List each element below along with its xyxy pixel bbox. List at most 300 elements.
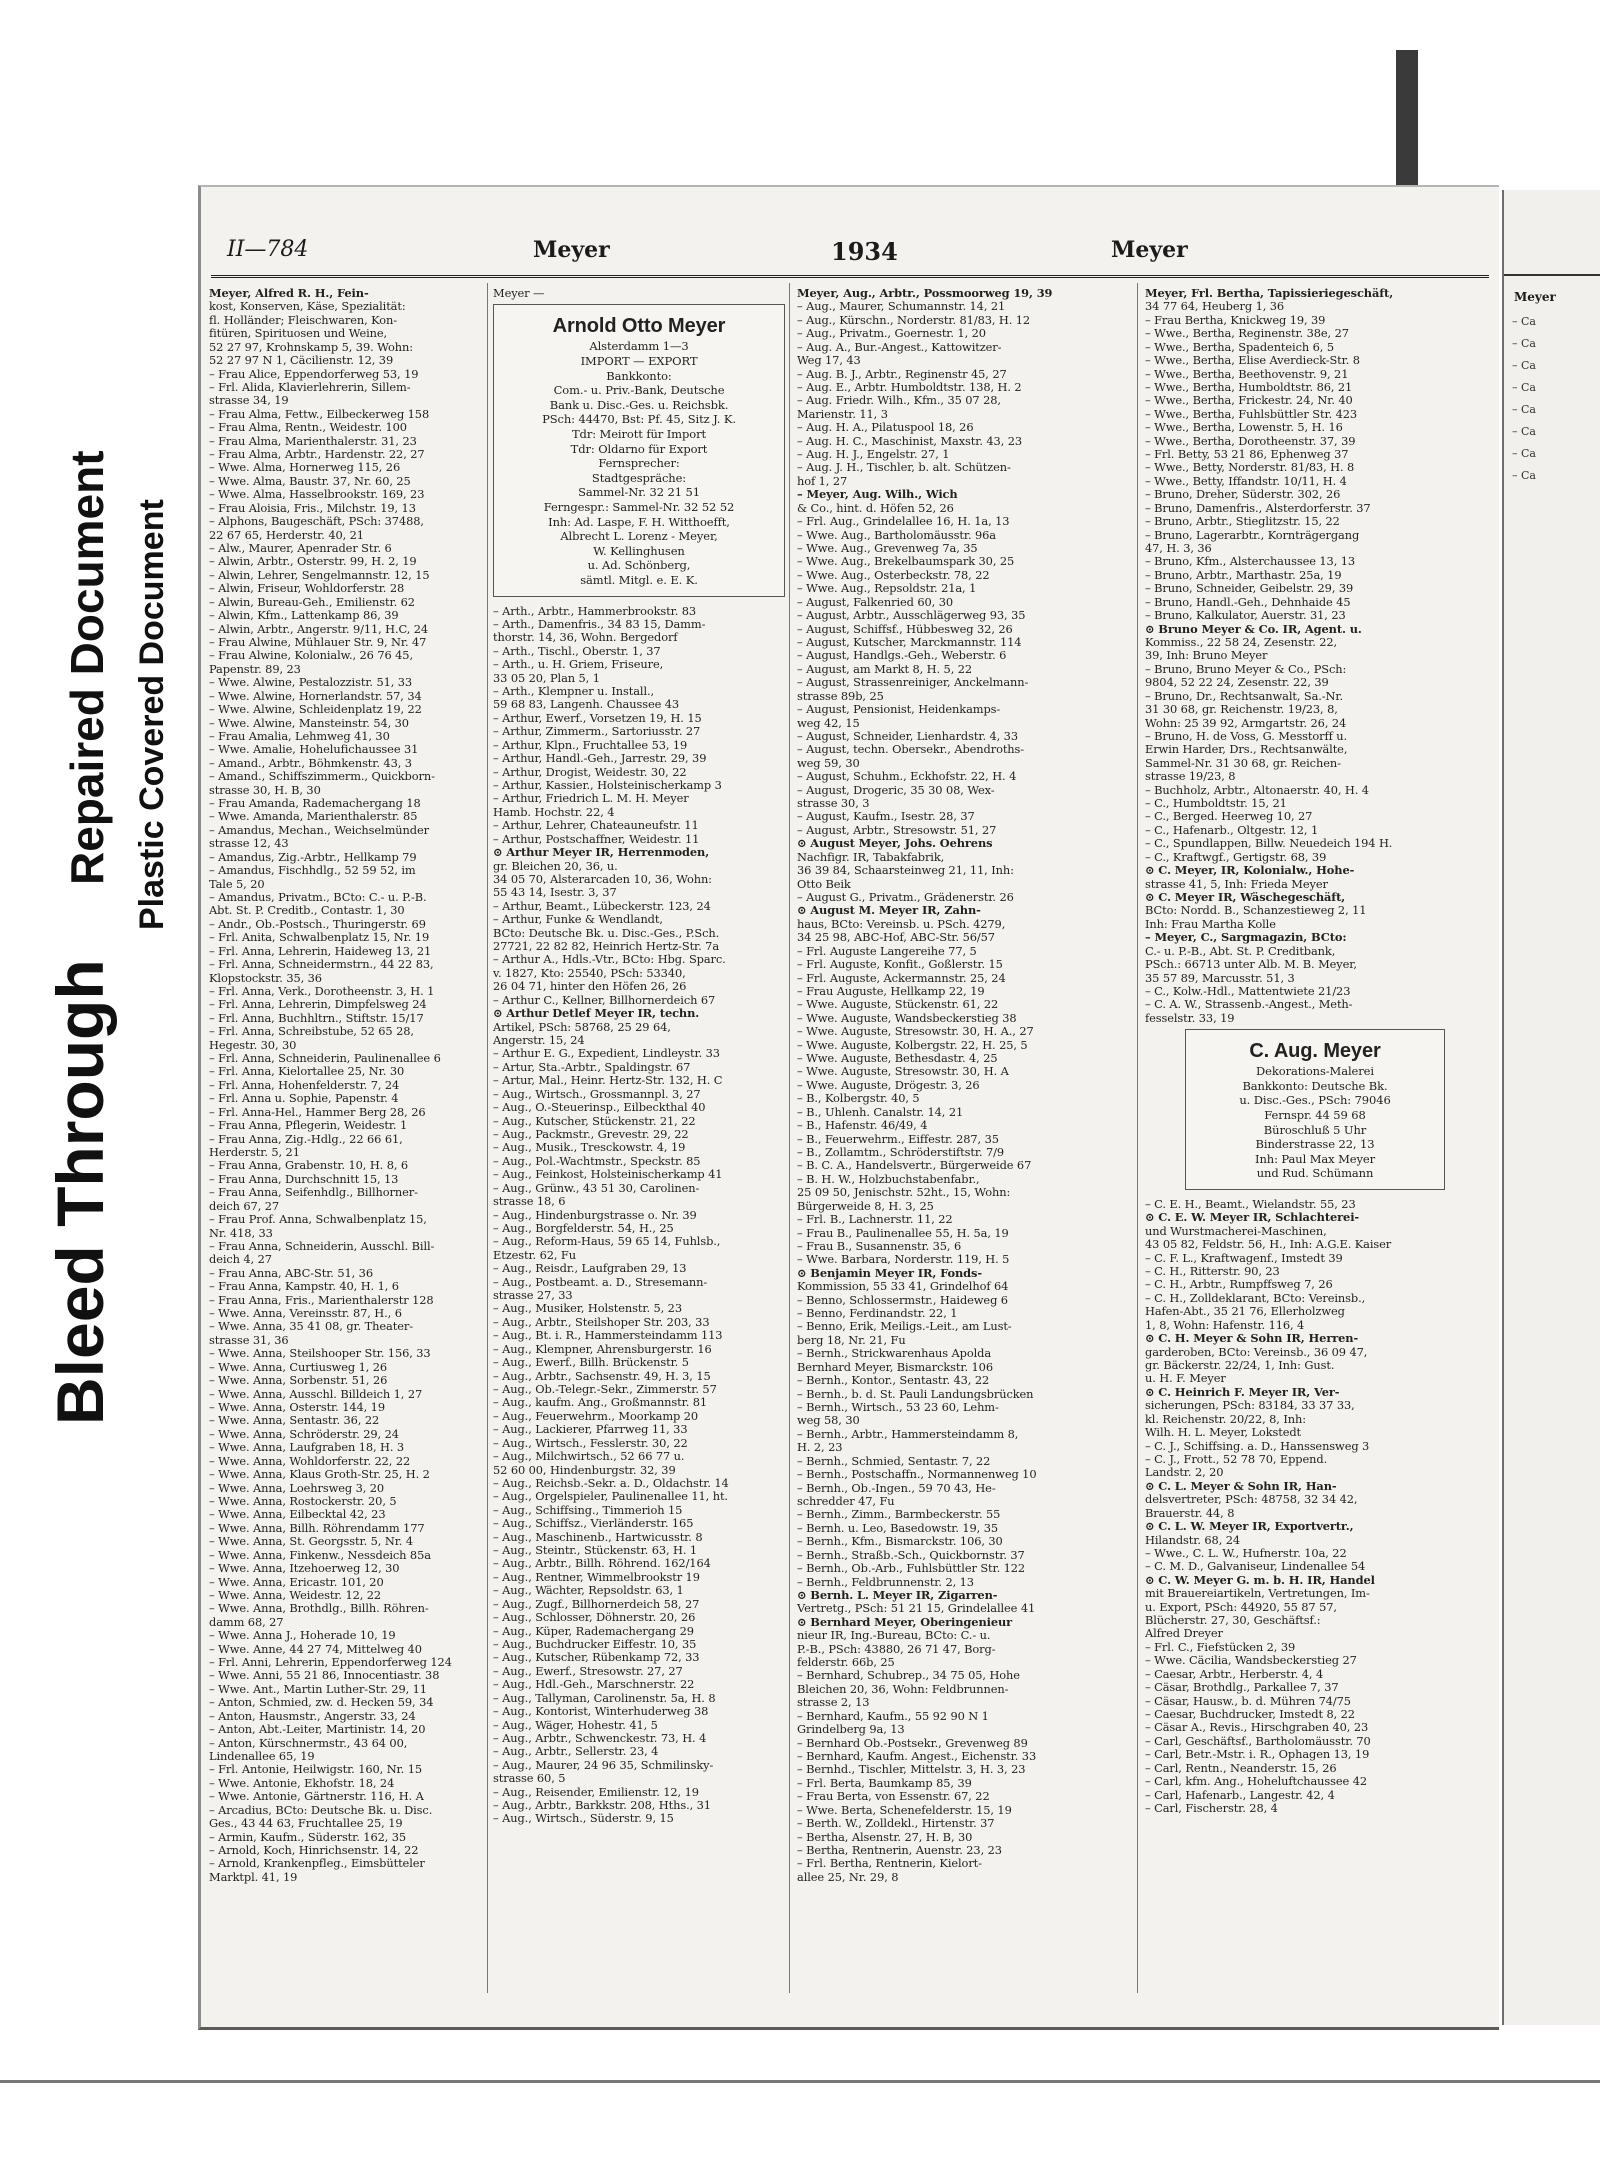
listing-line: – Bernh. u. Leo, Basedowstr. 19, 35 bbox=[797, 1521, 999, 1535]
ad-line: W. Kellinghusen bbox=[593, 543, 685, 558]
listing-line: Etzestr. 62, Fu bbox=[493, 1248, 576, 1262]
listing-line: – C., Spundlappen, Billw. Neuedeich 194 H. bbox=[1145, 837, 1393, 851]
ad-arnold-lines bbox=[498, 339, 780, 587]
listing-line: – Carl, Hafenarb., Langestr. 42, 4 bbox=[1145, 1788, 1335, 1802]
listing-line: 1, 8, Wohn: Hafenstr. 116, 4 bbox=[1145, 1318, 1305, 1332]
listing-line: – Bertha, Rentnerin, Auenstr. 23, 23 bbox=[797, 1843, 1002, 1857]
listing-line: – Aug., Schiffsing., Timmerioh 15 bbox=[493, 1503, 683, 1517]
ad-line: Inh: Ad. Laspe, F. H. Witthoefft, bbox=[548, 514, 730, 529]
listing-line: deich 67, 27 bbox=[209, 1199, 280, 1213]
listing-line: – Artur, Mal., Heinr. Hertz-Str. 132, H. C bbox=[493, 1074, 723, 1088]
listing-line: Vertretg., PSch: 51 21 15, Grindelallee 41 bbox=[797, 1602, 1036, 1616]
listing-line: – Aug., Wirtsch., Fesslerstr. 30, 22 bbox=[493, 1436, 688, 1450]
listing-line: – August, Schuhm., Eckhofstr. 22, H. 4 bbox=[797, 770, 1017, 784]
listing-line: – Bernh., Kontor., Sentastr. 43, 22 bbox=[797, 1374, 990, 1388]
listing-line: – Anton, Kürschnermstr., 43 64 00, bbox=[209, 1736, 408, 1750]
column-2-heading: Meyer — bbox=[493, 287, 545, 300]
listing-line: – Aug., Ewerf., Billh. Brückenstr. 5 bbox=[493, 1356, 689, 1370]
listing-line: ⊙ Arthur Detlef Meyer IR, techn. bbox=[493, 1007, 700, 1021]
listing-line: kost, Konserven, Käse, Spezialität: bbox=[209, 300, 406, 314]
listing-line: – Frl. Betty, 53 21 86, Ephenweg 37 bbox=[1145, 448, 1349, 462]
listing-line: – Aug., Reisender, Emilienstr. 12, 19 bbox=[493, 1785, 699, 1799]
listing-line: – Alwin, Kfm., Lattenkamp 86, 39 bbox=[209, 609, 399, 623]
listing-line: – Wwe. Anna, Eilbecktal 42, 23 bbox=[209, 1508, 386, 1522]
listing-line: strasse 31, 36 bbox=[209, 1333, 289, 1347]
listing-line: – Bruno, Kfm., Alsterchaussee 13, 13 bbox=[1145, 555, 1356, 569]
listing-line: – Anton, Hausmstr., Angerstr. 33, 24 bbox=[209, 1709, 416, 1723]
listing-line: – Bruno, Kalkulator, Auerstr. 31, 23 bbox=[1145, 609, 1346, 623]
ad-line: Tdr: Meirott für Import bbox=[571, 426, 706, 441]
listing-line: strasse 18, 6 bbox=[493, 1195, 566, 1209]
listing-line: – Frl. Berta, Baumkamp 85, 39 bbox=[797, 1776, 972, 1790]
listing-line: strasse 30, H. B, 30 bbox=[209, 783, 321, 797]
listing-line: – Bernh., Postschaffn., Normannenweg 10 bbox=[797, 1468, 1037, 1482]
listing-line: Klopstockstr. 35, 36 bbox=[209, 971, 322, 985]
listing-line: – Frl. Auguste, Ackermannstr. 25, 24 bbox=[797, 971, 1006, 985]
listing-line: Erwin Harder, Drs., Rechtsanwälte, bbox=[1145, 743, 1348, 757]
listing-line: Hamb. Hochstr. 22, 4 bbox=[493, 805, 615, 819]
listing-line: – Bernh., Kfm., Bismarckstr. 106, 30 bbox=[797, 1535, 1003, 1549]
listing-line: – C. A. W., Strassenb.-Angest., Meth- bbox=[1145, 998, 1353, 1012]
listing-line: ⊙ C. E. W. Meyer IR, Schlachterei- bbox=[1145, 1211, 1360, 1225]
listing-line: – Bertha, Alsenstr. 27, H. B, 30 bbox=[797, 1830, 973, 1844]
listing-line: – Wwe. Anna, Klaus Groth-Str. 25, H. 2 bbox=[209, 1468, 430, 1482]
listing-line: – Aug. Friedr. Wilh., Kfm., 35 07 28, bbox=[797, 394, 1001, 408]
listing-line: – Amandus, Fischhdlg., 52 59 52, im bbox=[209, 864, 416, 878]
listing-line: – Aug., Kutscher, Rübenkamp 72, 33 bbox=[493, 1651, 700, 1665]
listing-line: – Wwe. Antonie, Ekhofstr. 18, 24 bbox=[209, 1776, 395, 1790]
listing-line: ⊙ C. W. Meyer G. m. b. H. IR, Handel bbox=[1145, 1573, 1375, 1587]
listing-line: – Armin, Kaufm., Süderstr. 162, 35 bbox=[209, 1830, 407, 1844]
listing-line: – Bernh., Arbtr., Hammersteindamm 8, bbox=[797, 1427, 1019, 1441]
listing-line: – Bernh., Strickwarenhaus Apolda bbox=[797, 1347, 992, 1361]
listing-line: – C. J., Frott., 52 78 70, Eppend. bbox=[1145, 1452, 1328, 1466]
listing-line: – Frau Auguste, Hellkamp 22, 19 bbox=[797, 984, 985, 998]
listing-line: – Wwe. Berta, Schenefelderstr. 15, 19 bbox=[797, 1803, 1012, 1817]
listing-line: – Wwe. Alma, Hornerweg 115, 26 bbox=[209, 461, 401, 475]
listing-line: – Arthur, Lehrer, Chateauneufstr. 11 bbox=[493, 819, 699, 833]
listing-line: – Aug. E., Arbtr. Humboldtstr. 138, H. 2 bbox=[797, 380, 1022, 394]
listing-line: 27721, 22 82 82, Heinrich Hertz-Str. 7a bbox=[493, 940, 720, 954]
listing-line: strasse 12, 43 bbox=[209, 837, 289, 851]
listing-line: – Wwe. Alwine, Hornerlandstr. 57, 34 bbox=[209, 689, 422, 703]
listing-line: Angerstr. 15, 24 bbox=[493, 1034, 585, 1048]
listing-line: – Frau Anna, Seifenhdlg., Billhorner- bbox=[209, 1186, 418, 1200]
listing-line: – Aug., Wäger, Hohestr. 41, 5 bbox=[493, 1718, 658, 1732]
listing-line: damm 68, 27 bbox=[209, 1615, 284, 1629]
listing-line: – Wwe. Auguste, Drögestr. 3, 26 bbox=[797, 1078, 980, 1092]
listing-line: – Wwe., Bertha, Beethovenstr. 9, 21 bbox=[1145, 367, 1349, 381]
listing-line: – Wwe. Anna, Rostockerstr. 20, 5 bbox=[209, 1494, 397, 1508]
listing-line: – C. M. D., Galvaniseur, Lindenallee 54 bbox=[1145, 1560, 1366, 1574]
next-page-fragment: – Ca bbox=[1512, 403, 1536, 416]
listing-line: – Arthur E. G., Expedient, Lindleystr. 33 bbox=[493, 1047, 720, 1061]
listing-line: Ges., 43 44 63, Fruchtallee 25, 19 bbox=[209, 1817, 403, 1831]
listing-line: BCto: Deutsche Bk. u. Disc.-Ges., P.Sch. bbox=[493, 926, 720, 940]
listing-line: – Frau Anna, Grabenstr. 10, H. 8, 6 bbox=[209, 1159, 409, 1173]
listing-line: – Arthur, Zimmerm., Sartoriusstr. 27 bbox=[493, 725, 701, 739]
listing-line: – Aug., Bt. i. R., Hammersteindamm 113 bbox=[493, 1329, 723, 1343]
listing-line: – Wwe. Anna, Steilshooper Str. 156, 33 bbox=[209, 1347, 431, 1361]
listing-line: – Bruno, Schneider, Geibelstr. 29, 39 bbox=[1145, 582, 1354, 596]
listing-line: Bleichen 20, 36, Wohn: Feldbrunnen- bbox=[797, 1682, 1009, 1696]
ad-c-aug-meyer bbox=[1185, 1029, 1445, 1190]
listing-line: – Wwe. Aug., Grevenweg 7a, 35 bbox=[797, 542, 978, 556]
listing-line: – Wwe. Anna, Itzehoerweg 12, 30 bbox=[209, 1562, 400, 1576]
listing-line: – Amandus, Zig.-Arbtr., Hellkamp 79 bbox=[209, 850, 417, 864]
next-page-edge bbox=[1502, 190, 1600, 2025]
listing-line: gr. Bleichen 20, 36, u. bbox=[493, 859, 618, 873]
listing-line: delsvertreter, PSch: 48758, 32 34 42, bbox=[1145, 1493, 1358, 1507]
listing-line: u. Export, PSch: 44920, 55 87 57, bbox=[1145, 1600, 1337, 1614]
listing-line: – Frl. Anna, Schneidermstrn., 44 22 83, bbox=[209, 958, 434, 972]
listing-line: – Bruno, Dr., Rechtsanwalt, Sa.-Nr. bbox=[1145, 689, 1344, 703]
listing-line: – Bernh., Zimm., Barmbeckerstr. 55 bbox=[797, 1508, 1001, 1522]
listing-line: – Amandus, Privatm., BCto: C.- u. P.-B. bbox=[209, 890, 427, 904]
listing-line: strasse 2, 13 bbox=[797, 1696, 870, 1710]
listing-line: – Wwe. Auguste, Bethesdastr. 4, 25 bbox=[797, 1052, 998, 1066]
listing-line: Alfred Dreyer bbox=[1145, 1627, 1223, 1641]
listing-line: weg 58, 30 bbox=[797, 1414, 860, 1428]
listing-line: – Bruno, Arbtr., Stieglitzstr. 15, 22 bbox=[1145, 515, 1340, 529]
listing-line: – August, Arbtr., Ausschlägerweg 93, 35 bbox=[797, 609, 1026, 623]
listing-line: 39, Inh: Bruno Meyer bbox=[1145, 649, 1268, 663]
listing-line: – Aug., Maschinenb., Hartwicusstr. 8 bbox=[493, 1530, 703, 1544]
listing-line: hof 1, 27 bbox=[797, 474, 848, 488]
listing-line: – C. E. H., Beamt., Wielandstr. 55, 23 bbox=[1145, 1197, 1356, 1211]
listing-line: – Meyer, C., Sargmagazin, BCto: bbox=[1145, 931, 1347, 945]
listing-line: – Frl. Anna, Lehrerin, Dimpfelsweg 24 bbox=[209, 998, 427, 1012]
listing-line: – Wwe., Bertha, Dorotheenstr. 37, 39 bbox=[1145, 434, 1356, 448]
listing-line: BCto: Nordd. B., Schanzestieweg 2, 11 bbox=[1145, 904, 1367, 918]
listing-line: – Aug. A., Bur.-Angest., Kattowitzer- bbox=[797, 340, 1002, 354]
ad-line: Com.- u. Priv.-Bank, Deutsche bbox=[553, 383, 725, 398]
listing-line: – Wwe. Antonie, Gärtnerstr. 116, H. A bbox=[209, 1790, 424, 1804]
listing-line: – C. H., Arbtr., Rumpffsweg 7, 26 bbox=[1145, 1278, 1333, 1292]
listing-line: strasse 41, 5, Inh: Frieda Meyer bbox=[1145, 877, 1328, 891]
listing-line: – Wwe. Anna, Schröderstr. 29, 24 bbox=[209, 1427, 399, 1441]
listing-line: – Aug., Pol.-Wachtmstr., Speckstr. 85 bbox=[493, 1154, 701, 1168]
listing-line: – Frl. Anna-Hel., Hammer Berg 28, 26 bbox=[209, 1105, 426, 1119]
listing-line: – Frl. Anna, Schneiderin, Paulinenallee 6 bbox=[209, 1052, 441, 1066]
ad-line: sämtl. Mitgl. e. E. K. bbox=[580, 572, 698, 587]
listing-line: – Aug., Reisdr., Laufgraben 29, 13 bbox=[493, 1262, 687, 1276]
next-page-fragment: – Ca bbox=[1512, 425, 1536, 438]
listing-line: – Carl, Fischerstr. 28, 4 bbox=[1145, 1801, 1278, 1815]
listing-line: – Frau Aloisia, Fris., Milchstr. 19, 13 bbox=[209, 501, 416, 515]
listing-line: – August, Kutscher, Marckmannstr. 114 bbox=[797, 635, 1022, 649]
listing-line: – Carl, Betr.-Mstr. i. R., Ophagen 13, 19 bbox=[1145, 1748, 1370, 1762]
listing-line: 22 67 65, Herderstr. 40, 21 bbox=[209, 528, 364, 542]
listing-line: – Bernhard, Kaufm., 55 92 90 N 1 bbox=[797, 1709, 989, 1723]
repaired-document-label: Repaired Document bbox=[61, 450, 113, 885]
listing-line: – Wwe. Alwine, Schleidenplatz 19, 22 bbox=[209, 703, 422, 717]
listing-line: – Wwe. Barbara, Norderstr. 119, H. 5 bbox=[797, 1253, 1010, 1267]
listing-line: – Wwe., Bertha, Spadenteich 6, 5 bbox=[1145, 340, 1334, 354]
listing-line: – Frau Anna, Durchschnitt 15, 13 bbox=[209, 1172, 399, 1186]
listing-line: – Wwe., Betty, Norderstr. 81/83, H. 8 bbox=[1145, 461, 1355, 475]
listing-line: ⊙ C. H. Meyer & Sohn IR, Herren- bbox=[1145, 1332, 1359, 1346]
ad-line: Stadtgespräche: bbox=[591, 470, 687, 485]
next-page-fragment: – Ca bbox=[1512, 381, 1536, 394]
listing-line: – Arthur, Beamt., Lübeckerstr. 123, 24 bbox=[493, 899, 711, 913]
listing-line: – Arthur C., Kellner, Billhornerdeich 67 bbox=[493, 993, 716, 1007]
listing-line: – August, Pensionist, Heidenkamps- bbox=[797, 703, 1001, 717]
listing-line: – Wwe. Anni, 55 21 86, Innocentiastr. 38 bbox=[209, 1669, 440, 1683]
listing-line: – Aug., Reichsb.-Sekr. a. D., Oldachstr. 14 bbox=[493, 1476, 729, 1490]
ad-line: Fernsprecher: bbox=[598, 456, 680, 471]
listing-line: ⊙ C. Meyer IR, Wäschegeschäft, bbox=[1145, 890, 1346, 904]
listing-line: – Berth. W., Zolldekl., Hirtenstr. 37 bbox=[797, 1817, 995, 1831]
listing-line: – Aug., Hindenburgstrasse o. Nr. 39 bbox=[493, 1208, 697, 1222]
listing-line: – Caesar, Arbtr., Herberstr. 4, 4 bbox=[1145, 1667, 1324, 1681]
ad-line: Bankkonto: Deutsche Bk. bbox=[1242, 1078, 1388, 1093]
listing-line: 9804, 52 22 24, Zesenstr. 22, 39 bbox=[1145, 676, 1329, 690]
listing-line: 35 57 89, Marcusstr. 51, 3 bbox=[1145, 971, 1295, 985]
listing-line: nieur IR, Ing.-Bureau, BCto: C.- u. bbox=[797, 1629, 991, 1643]
listing-line: – Alwin, Bureau-Geh., Emilienstr. 62 bbox=[209, 595, 415, 609]
listing-line: 47, H. 3, 36 bbox=[1145, 542, 1212, 556]
listing-line: – B., Feuerwehrm., Eiffestr. 287, 35 bbox=[797, 1132, 999, 1146]
listing-line: H. 2, 23 bbox=[797, 1441, 843, 1455]
listing-line: – Frau Alwine, Kolonialw., 26 76 45, bbox=[209, 649, 413, 663]
listing-line: Blücherstr. 27, 30, Geschäftsf.: bbox=[1145, 1614, 1321, 1628]
listing-line: – Wwe. Alma, Baustr. 37, Nr. 60, 25 bbox=[209, 474, 411, 488]
next-page-fragment: – Ca bbox=[1512, 359, 1536, 372]
listing-line: ⊙ C. Heinrich F. Meyer IR, Ver- bbox=[1145, 1385, 1340, 1399]
listing-line: – Frl. Aug., Grindelallee 16, H. 1a, 13 bbox=[797, 515, 1010, 529]
listing-line: – Wwe., Bertha, Reginenstr. 38e, 27 bbox=[1145, 327, 1349, 341]
listing-line: Meyer, Alfred R. H., Fein- bbox=[209, 287, 369, 300]
listing-line: – Bernh., Wirtsch., 53 23 60, Lehm- bbox=[797, 1401, 999, 1415]
listing-line: ⊙ Benjamin Meyer IR, Fonds- bbox=[797, 1266, 982, 1280]
listing-line: – Frau Amalia, Lehmweg 41, 30 bbox=[209, 729, 390, 743]
listing-line: – Frau B., Susannenstr. 35, 6 bbox=[797, 1239, 962, 1253]
listing-line: – Bruno, Handl.-Geh., Dehnhaide 45 bbox=[1145, 595, 1351, 609]
listing-line: – Frau Berta, von Essenstr. 67, 22 bbox=[797, 1790, 990, 1804]
listing-line: Grindelberg 9a, 13 bbox=[797, 1723, 905, 1737]
listing-line: – Bernh., Schmied, Sentastr. 7, 22 bbox=[797, 1454, 991, 1468]
listing-line: – Bruno, H. de Voss, G. Messtorff u. bbox=[1145, 729, 1348, 743]
listing-line: Kommission, 55 33 41, Grindelhof 64 bbox=[797, 1280, 1009, 1294]
listing-line: – Frau Alice, Eppendorferweg 53, 19 bbox=[209, 367, 419, 381]
listing-line: – Aug., Buchdrucker Eiffestr. 10, 35 bbox=[493, 1638, 697, 1651]
listing-line: – Bernh., Ob.-Ingen., 59 70 43, He- bbox=[797, 1481, 996, 1495]
listing-line: Wohn: 25 39 92, Armgartstr. 26, 24 bbox=[1145, 716, 1347, 730]
listing-line: – Bruno, Bruno Meyer & Co., PSch: bbox=[1145, 662, 1347, 676]
listing-line: kl. Reichenstr. 20/22, 8, Inh: bbox=[1145, 1412, 1306, 1426]
listing-line: – Wwe. Anne, 44 27 74, Mittelweg 40 bbox=[209, 1642, 422, 1656]
listing-line: – Wwe., Betty, Iffandstr. 10/11, H. 4 bbox=[1145, 474, 1347, 488]
listing-line: Lindenallee 65, 19 bbox=[209, 1749, 315, 1763]
listing-line: haus, BCto: Vereinsb. u. PSch. 4279, bbox=[797, 917, 1006, 931]
next-page-fragment: – Ca bbox=[1512, 447, 1536, 460]
listing-line: – Frau Alma, Rentn., Weidestr. 100 bbox=[209, 421, 407, 435]
listing-line: Inh: Frau Martha Kolle bbox=[1145, 917, 1276, 931]
ad-line: Tdr: Oldarno für Export bbox=[570, 441, 708, 456]
listing-line: – Wwe. Anna, Osterstr. 144, 19 bbox=[209, 1401, 385, 1415]
listing-line: – Bernh., Feldbrunnenstr. 2, 13 bbox=[797, 1575, 974, 1589]
listing-line: – August, Drogeric, 35 30 08, Wex- bbox=[797, 783, 995, 797]
listing-line: – Aug., Milchwirtsch., 52 66 77 u. bbox=[493, 1450, 685, 1464]
listing-line: – Frl. Anna, Buchhltrn., Stiftstr. 15/17 bbox=[209, 1011, 424, 1025]
listing-line: – Arcadius, BCto: Deutsche Bk. u. Disc. bbox=[209, 1803, 433, 1817]
listing-line: – Wwe. Auguste, Wandsbeckerstieg 38 bbox=[797, 1011, 1017, 1025]
listing-line: – Wwe. Aug., Bartholomäusstr. 96a bbox=[797, 528, 996, 542]
ad-line: Fernspr. 44 59 68 bbox=[1264, 1107, 1366, 1122]
listing-line: weg 59, 30 bbox=[797, 756, 860, 770]
listing-line: – Wwe. Anna J., Hoherade 10, 19 bbox=[209, 1629, 396, 1643]
listing-line: – Carl, Rentn., Neanderstr. 15, 26 bbox=[1145, 1761, 1337, 1775]
listing-line: – Frl. Auguste Langereihe 77, 5 bbox=[797, 944, 977, 958]
listing-line: – Frau B., Paulinenallee 55, H. 5a, 19 bbox=[797, 1226, 1009, 1240]
listing-line: – Wwe. Alwine, Mansteinstr. 54, 30 bbox=[209, 716, 409, 730]
listing-line: – Alwin, Friseur, Wohldorferstr. 28 bbox=[209, 582, 405, 596]
listing-line: – Wwe., Bertha, Frickestr. 24, Nr. 40 bbox=[1145, 394, 1353, 408]
listing-line: Meyer, Frl. Bertha, Tapissieriegeschäft, bbox=[1145, 287, 1394, 300]
listing-line: – Aug., Kontorist, Winterhuderweg 38 bbox=[493, 1705, 709, 1719]
column-2 bbox=[493, 287, 785, 1826]
listing-line: ⊙ C. L. W. Meyer IR, Exportvertr., bbox=[1145, 1520, 1354, 1534]
listing-line: – Aug., Arbtr., Sachsenstr. 49, H. 3, 15 bbox=[493, 1369, 711, 1383]
listing-line: – Wwe. Anna, Laufgraben 18, H. 3 bbox=[209, 1441, 405, 1455]
listing-line: v. 1827, Kto: 25540, PSch: 53340, bbox=[493, 966, 686, 980]
listing-line: – Aug., Reform-Haus, 59 65 14, Fuhlsb., bbox=[493, 1235, 721, 1249]
listing-line: – Aug., Zugf., Billhornerdeich 58, 27 bbox=[493, 1597, 700, 1611]
listing-line: – Aug., kaufm. Ang., Großmannstr. 81 bbox=[493, 1396, 708, 1410]
listing-line: – Bernh., Ob.-Arb., Fuhlsbüttler Str. 122 bbox=[797, 1562, 1026, 1576]
listing-line: 36 39 84, Schaarsteinweg 21, 11, Inh: bbox=[797, 864, 1014, 878]
next-page-heading: Meyer bbox=[1514, 290, 1556, 304]
listing-line: strasse 30, 3 bbox=[797, 797, 870, 811]
listing-line: fesselstr. 33, 19 bbox=[1145, 1011, 1235, 1025]
listing-line: 34 77 64, Heuberg 1, 36 bbox=[1145, 300, 1285, 314]
ad-line: IMPORT — EXPORT bbox=[580, 354, 698, 369]
listing-line: – Wwe. Auguste, Stresowstr. 30, H. A bbox=[797, 1065, 1009, 1079]
listing-line: – B., Kolbergstr. 40, 5 bbox=[797, 1092, 920, 1106]
listing-line: – Wwe. Anna, Curtiusweg 1, 26 bbox=[209, 1360, 388, 1374]
listing-line: C.- u. P.-B., Abt. St. P. Creditbank, bbox=[1145, 944, 1336, 958]
listing-line: Marienstr. 11, 3 bbox=[797, 407, 888, 421]
listing-line: 52 27 97 N 1, Cäcilienstr. 12, 39 bbox=[209, 354, 394, 368]
next-page-fragment: – Ca bbox=[1512, 315, 1536, 328]
listing-line: – Arthur, Klpn., Fruchtallee 53, 19 bbox=[493, 738, 688, 752]
listing-line: – Alwin, Arbtr., Osterstr. 99, H. 2, 19 bbox=[209, 555, 417, 569]
listing-line: – Wwe. Anna, Wohldorferstr. 22, 22 bbox=[209, 1454, 411, 1468]
listing-line: – Artur, Sta.-Arbtr., Spaldingstr. 67 bbox=[493, 1060, 691, 1074]
listing-line: Hilandstr. 68, 24 bbox=[1145, 1533, 1241, 1547]
listing-line: – Bernhard, Kaufm. Angest., Eichenstr. 33 bbox=[797, 1749, 1037, 1763]
listing-line: – Frau Anna, Zig.-Hdlg., 22 66 61, bbox=[209, 1132, 403, 1146]
listing-line: – Aug., Arbtr., Steilshoper Str. 203, 33 bbox=[493, 1315, 710, 1329]
listing-line: – Wwe. Anna, St. Georgsstr. 5, Nr. 4 bbox=[209, 1535, 413, 1549]
listing-line: fl. Holländer; Fleischwaren, Kon- bbox=[209, 313, 397, 327]
ad-line: Bankkonto: bbox=[606, 368, 672, 383]
listing-line: – Frl. Anita, Schwalbenplatz 15, Nr. 19 bbox=[209, 931, 430, 945]
listing-line: – August, techn. Obersekr., Abendroths- bbox=[797, 743, 1025, 757]
listing-line: felderstr. 66b, 25 bbox=[797, 1656, 895, 1670]
listing-line: berg 18, Nr. 21, Fu bbox=[797, 1333, 906, 1347]
ad-line: PSch: 44470, Bst: Pf. 45, Sitz J. K. bbox=[542, 412, 736, 427]
listing-line: – Wwe. Anna, Brothdlg., Billh. Röhren- bbox=[209, 1602, 429, 1616]
listing-line: – Alwin, Arbtr., Angerstr. 9/11, H.C, 24 bbox=[209, 622, 429, 636]
listing-line: – Aug., Kutscher, Stückenstr. 21, 22 bbox=[493, 1114, 696, 1128]
listing-line: – Frau Bertha, Knickweg 19, 39 bbox=[1145, 313, 1326, 327]
ad-line: u. Ad. Schönberg, bbox=[587, 558, 691, 573]
listing-line: – Aug., Hdl.-Geh., Marschnerstr. 22 bbox=[493, 1678, 695, 1692]
listing-line: – Aug., Steintr., Stückenstr. 63, H. 1 bbox=[493, 1544, 698, 1558]
listing-line: Herderstr. 5, 21 bbox=[209, 1146, 300, 1159]
listing-line: – Alw., Maurer, Apenrader Str. 6 bbox=[209, 542, 392, 556]
listing-line: – Frl. Antonie, Heilwigstr. 160, Nr. 15 bbox=[209, 1763, 422, 1777]
listing-line: – Aug., Tallyman, Carolinenstr. 5a, H. 8 bbox=[493, 1691, 716, 1705]
listing-line: – Wwe. Auguste, Kolbergstr. 22, H. 25, 5 bbox=[797, 1038, 1028, 1052]
listing-line: – Anton, Abt.-Leiter, Martinistr. 14, 20 bbox=[209, 1723, 426, 1737]
listing-line: – August, Handlgs.-Geh., Weberstr. 6 bbox=[797, 649, 1007, 663]
listing-line: – Arth., Tischl., Oberstr. 1, 37 bbox=[493, 644, 661, 658]
listing-line: – Frau Anna, ABC-Str. 51, 36 bbox=[209, 1266, 373, 1280]
running-head-left: Meyer bbox=[533, 237, 610, 263]
listing-line: allee 25, Nr. 29, 8 bbox=[797, 1870, 899, 1884]
listing-line: – Wwe. Ant., Martin Luther-Str. 29, 11 bbox=[209, 1682, 427, 1696]
listing-line: – Arthur, Funke & Wendlandt, bbox=[493, 913, 663, 927]
listing-line: – C., Kolw.-Hdl., Mattentwiete 21/23 bbox=[1145, 984, 1351, 998]
ad-line: Dekorations-Malerei bbox=[1256, 1064, 1374, 1079]
column-4-top bbox=[1145, 287, 1489, 1025]
listing-line: – Wwe. Anna, Vereinsstr. 87, H., 6 bbox=[209, 1307, 402, 1321]
ad-line: Sammel-Nr. 32 21 51 bbox=[578, 485, 700, 500]
listing-line: – Wwe. Auguste, Stresowstr. 30, H. A., 27 bbox=[797, 1025, 1034, 1039]
listing-line: – Arthur, Drogist, Weidestr. 30, 22 bbox=[493, 765, 687, 779]
listing-line: – Wwe. Aug., Osterbeckstr. 78, 22 bbox=[797, 568, 990, 582]
listing-line: Brauerstr. 44, 8 bbox=[1145, 1506, 1235, 1520]
listing-line: – Arth., Klempner u. Install., bbox=[493, 685, 655, 699]
listing-line: – Caesar, Buchdrucker, Imstedt 8, 22 bbox=[1145, 1707, 1355, 1721]
listing-line: – Frl. C., Fiefstücken 2, 39 bbox=[1145, 1640, 1296, 1654]
listing-line: – Amandus, Mechan., Weichselmünder bbox=[209, 823, 429, 837]
listing-line: und Wurstmacherei-Maschinen, bbox=[1145, 1224, 1327, 1238]
listing-line: ⊙ August M. Meyer IR, Zahn- bbox=[797, 904, 981, 918]
ad-line: und Rud. Schümann bbox=[1256, 1166, 1374, 1181]
listing-line: – Bernhd., Tischler, Mittelstr. 3, H. 3, 23 bbox=[797, 1763, 1026, 1777]
listing-line: – Bruno, Arbtr., Marthastr. 25a, 19 bbox=[1145, 568, 1342, 582]
listing-line: – Bruno, Dreher, Süderstr. 302, 26 bbox=[1145, 488, 1341, 502]
listing-line: – Alwin, Lehrer, Sengelmannstr. 12, 15 bbox=[209, 568, 430, 582]
listing-line: – Benno, Erik, Meiligs.-Leit., am Lust- bbox=[797, 1320, 1012, 1334]
listing-line: – August, Kaufm., Isestr. 28, 37 bbox=[797, 810, 975, 824]
listing-line: – Wwe. Anna, Loehrsweg 3, 20 bbox=[209, 1481, 385, 1495]
listing-line: – C., Kraftwgf., Gertigstr. 68, 39 bbox=[1145, 850, 1327, 864]
listing-line: Wilh. H. L. Meyer, Lokstedt bbox=[1145, 1426, 1302, 1440]
listing-line: – Aug., Wirtsch., Grossmannpl. 3, 27 bbox=[493, 1087, 701, 1101]
listing-line: – Aug., Rentner, Wimmelbrookstr 19 bbox=[493, 1570, 700, 1584]
listing-line: – Frau Alma, Arbtr., Hardenstr. 22, 27 bbox=[209, 448, 425, 462]
listing-line: Otto Beik bbox=[797, 877, 851, 891]
next-page-fragment: – Ca bbox=[1512, 469, 1536, 482]
listing-line: – Aug., Borgfelderstr. 54, H., 25 bbox=[493, 1221, 674, 1235]
listing-line: – Wwe. Cäcilia, Wandsbeckerstieg 27 bbox=[1145, 1654, 1357, 1668]
listing-line: ⊙ Bruno Meyer & Co. IR, Agent. u. bbox=[1145, 622, 1362, 636]
listing-line: – Aug., Schiffsz., Vierländerstr. 165 bbox=[493, 1517, 694, 1531]
listing-line: – Wwe. Alwine, Pestalozzistr. 51, 33 bbox=[209, 676, 413, 690]
listing-line: 55 43 14, Isestr. 3, 37 bbox=[493, 886, 617, 900]
scan-edge-bottom bbox=[0, 2080, 1600, 2083]
listing-line: – August, Falkenried 60, 30 bbox=[797, 595, 953, 609]
listing-line: – C. H., Zolldeklarant, BCto: Vereinsb., bbox=[1145, 1291, 1366, 1305]
listing-line: – Frl. Anna, Schreibstube, 52 65 28, bbox=[209, 1025, 414, 1039]
listing-line: – Arthur, Kassier., Holsteinischerkamp 3 bbox=[493, 779, 722, 792]
listing-line: – Amand., Schiffszimmerm., Quickborn- bbox=[209, 770, 435, 784]
